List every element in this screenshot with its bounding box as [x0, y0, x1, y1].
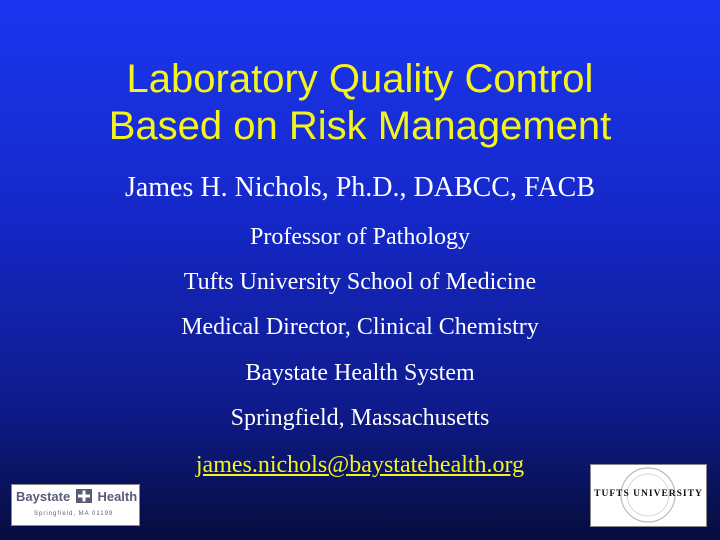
tufts-university-logo	[590, 464, 707, 527]
affiliation-system: Baystate Health System	[245, 360, 475, 386]
author-name: James H. Nichols, Ph.D., DABCC, FACB	[124, 172, 596, 203]
baystate-wordmark	[16, 489, 136, 506]
affiliation-school: Tufts University School of Medicine	[183, 269, 537, 295]
title-line-2: Based on Risk Management	[108, 104, 612, 148]
slide-title	[0, 56, 720, 150]
location: Springfield, Massachusetts	[230, 405, 490, 431]
tufts-wordmark: TUFTS UNIVERSITY	[594, 489, 703, 499]
health-text: Health	[97, 489, 138, 504]
baystate-health-logo	[11, 484, 140, 526]
position-director: Medical Director, Clinical Chemistry	[181, 314, 539, 340]
baystate-subtitle: Springfield, MA 01199	[34, 511, 114, 517]
position-professor: Professor of Pathology	[250, 224, 470, 250]
baystate-text: Baystate	[16, 489, 71, 504]
cross-icon	[76, 489, 92, 506]
email-link[interactable]: james.nichols@baystatehealth.org	[195, 452, 525, 478]
title-line-1: Laboratory Quality Control	[126, 57, 594, 101]
